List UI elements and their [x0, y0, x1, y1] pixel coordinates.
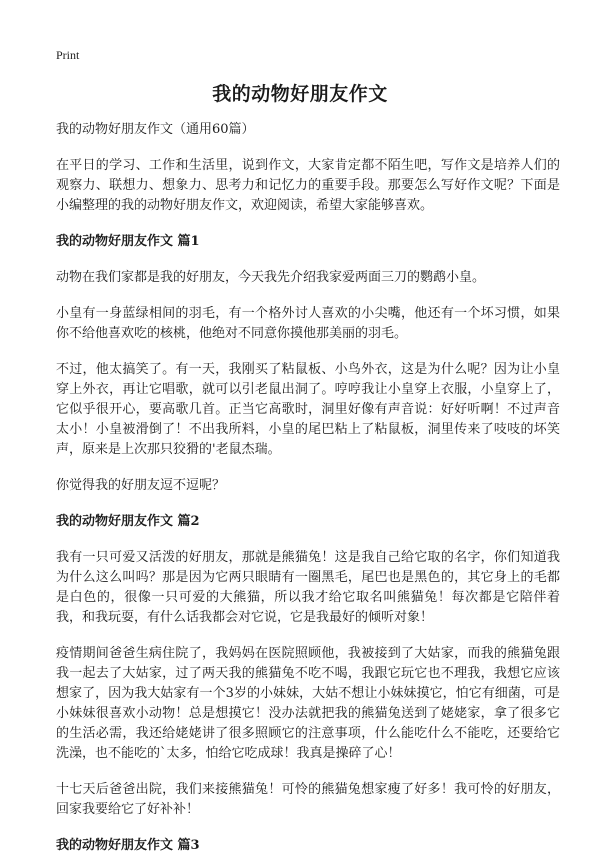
section-heading-1: 我的动物好朋友作文 篇1: [56, 234, 200, 249]
print-link[interactable]: Print: [56, 48, 80, 62]
section-heading-2: 我的动物好朋友作文 篇2: [56, 514, 200, 529]
section-2-paragraph: 十七天后爸爸出院，我们来接熊猫兔！可怜的熊猫兔想家瘦了好多！我可怜的好朋友，回家我要给它了好补补！: [56, 782, 560, 817]
page-title: 我的动物好朋友作文: [212, 83, 388, 105]
section-2-paragraph: 我有一只可爱又活泼的好朋友，那就是熊猫兔！这是我自己给它取的名字，你们知道我为什么这么叫吗？那是因为它两只眼睛有一圈黑毛，尾巴也是黑色的，其它身上的毛都是白色的，很像一只可爱的大熊猫，所以我才给它取名叫熊猫兔！每次都是它陪伴着我，和我玩耍，有什么话我都会对它说，它是我最好的倾听对象！: [56, 550, 560, 625]
section-2-paragraph: 疫情期间爸爸生病住院了，我妈妈在医院照顾他，我被接到了大姑家，而我的熊猫兔跟我一起去了大姑家，过了两天我的熊猫兔不吃不喝，我跟它玩它也不理我，我想它应该想家了，因为我大姑家有一个3岁的小妹妹，大姑不想让小妹妹摸它，怕它有细菌，可是小妹妹很喜欢小动物！总是想摸它！没办法就把我的熊猫兔送到了姥姥家，拿了很多它的生活必需，我还给姥姥讲了很多照顾它的注意事项，什么能吃什么不能吃，还要给它洗澡，也不能吃的`太多，怕给它吃成球！我真是操碎了心！: [56, 646, 560, 761]
intro-paragraph: 在平日的学习、工作和生活里，说到作文，大家肯定都不陌生吧，写作文是培养人们的观察力、联想力、想象力、思考力和记忆力的重要手段。那要怎么写好作文呢？下面是小编整理的我的动物好朋友作文，欢迎阅读，希望大家能够喜欢。: [56, 158, 560, 213]
section-1-paragraph: 你觉得我的好朋友逗不逗呢？: [56, 478, 226, 493]
section-1-paragraph: 动物在我们家都是我的好朋友，今天我先介绍我家爱两面三刀的鹦鹉小皇。: [56, 270, 486, 285]
section-1-paragraph: 小皇有一身蓝绿相间的羽毛，有一个格外讨人喜欢的小尖嘴，他还有一个坏习惯，如果你不给他喜欢吃的核桃，他绝对不同意你摸他那美丽的羽毛。: [56, 306, 560, 341]
section-heading-3: 我的动物好朋友作文 篇3: [56, 838, 200, 853]
section-1-paragraph: 不过，他太搞笑了。有一天，我刚买了粘鼠板、小鸟外衣，这是为什么呢？因为让小皇穿上外衣，再让它唱歌，就可以引老鼠出洞了。哼哼我让小皇穿上衣服，小皇穿上了，它似乎很开心，要高歌几首。正当它高歌时，洞里好像有声音说：好好听啊！不过声音太小！小皇被滑倒了！不出我所料，小皇的尾巴粘上了粘鼠板，洞里传来了吱吱的坏笑声，原来是上次那只狡猾的'老鼠杰瑞。: [56, 362, 560, 457]
document-subtitle: 我的动物好朋友作文（通用60篇）: [56, 122, 255, 137]
